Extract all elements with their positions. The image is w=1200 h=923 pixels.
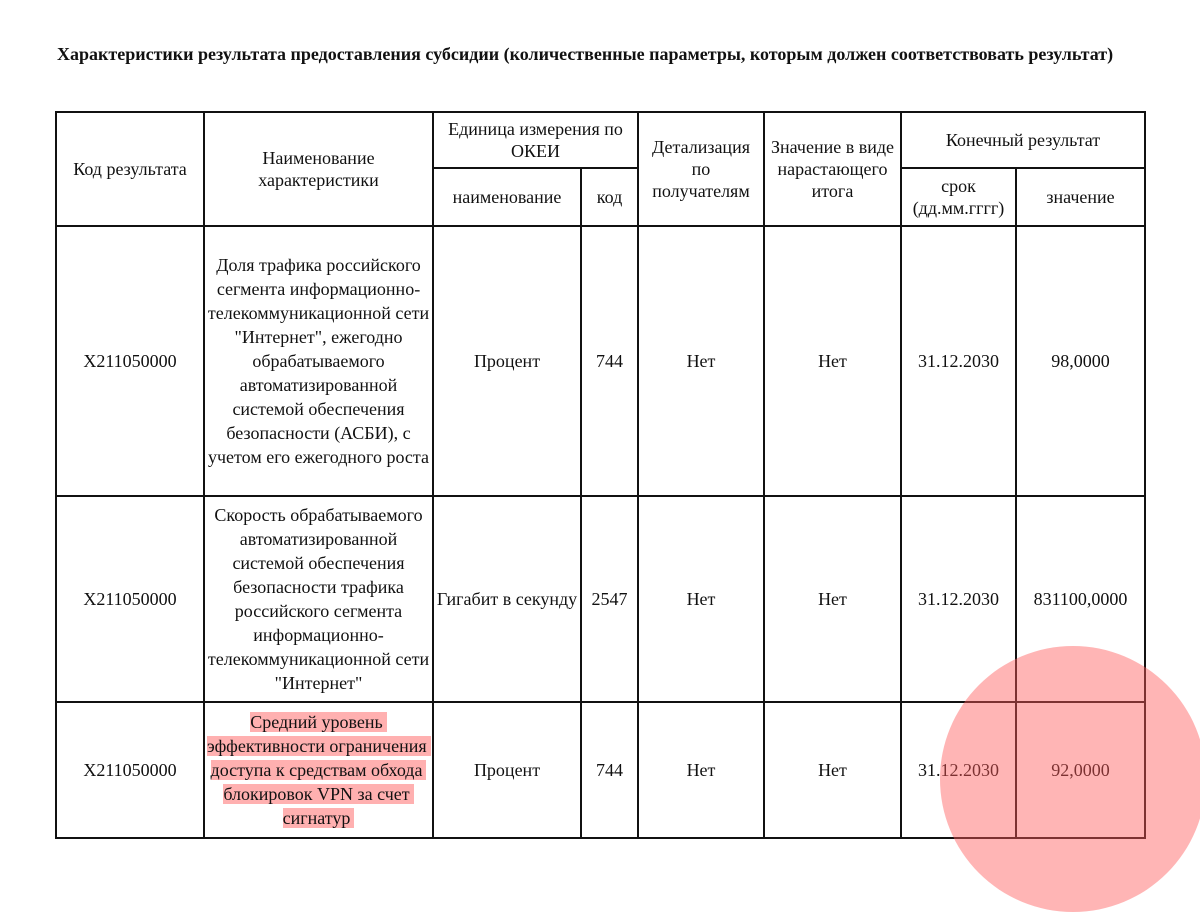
- row-characteristic-name: [204, 702, 433, 838]
- row-date: 31.12.2030: [901, 702, 1016, 838]
- header-name: Наименование характеристики: [204, 112, 433, 226]
- header-unit-group: Единица измерения по ОКЕИ: [433, 112, 638, 168]
- highlighted-text: Средний уровень эффективности ограничения доступа к средствам обхода блокировок VPN за счет сигнатур: [207, 712, 431, 828]
- row-detail: Нет: [638, 496, 764, 702]
- header-final-group: Конечный результат: [901, 112, 1145, 168]
- row-date: 31.12.2030: [901, 496, 1016, 702]
- page-title: Характеристики результата предоставления субсидии (количественные параметры, которым должен соответствовать результат): [57, 44, 1114, 64]
- row-unit-code: 2547: [581, 496, 638, 702]
- row-unit-name: Гигабит в секунду: [433, 496, 581, 702]
- row-unit-code: 744: [581, 226, 638, 496]
- header-final-date: срок (дд.мм.гггг): [901, 168, 1016, 226]
- table-row: [56, 496, 1145, 702]
- row-characteristic-name: Доля трафика российского сегмента информационно-телекоммуникационной сети "Интернет", ежегодно обрабатываемого автоматизированной системой обеспечения безопасности (АСБИ), с учетом его ежегодного роста: [204, 226, 433, 496]
- row-unit-name: Процент: [433, 226, 581, 496]
- row-detail: Нет: [638, 702, 764, 838]
- row-date: 31.12.2030: [901, 226, 1016, 496]
- header-code: Код результата: [56, 112, 204, 226]
- header-unit-code: код: [581, 168, 638, 226]
- row-code: X211050000: [56, 496, 204, 702]
- row-detail: Нет: [638, 226, 764, 496]
- table-row: [56, 702, 1145, 838]
- row-unit-code: 744: [581, 702, 638, 838]
- row-cumulative: Нет: [764, 702, 901, 838]
- row-code: X211050000: [56, 702, 204, 838]
- row-cumulative: Нет: [764, 226, 901, 496]
- header-unit-name: наименование: [433, 168, 581, 226]
- row-cumulative: Нет: [764, 496, 901, 702]
- row-characteristic-name: Скорость обрабатываемого автоматизированной системой обеспечения безопасности трафика российского сегмента информационно-телекоммуникационной сети "Интернет": [204, 496, 433, 702]
- row-unit-name: Процент: [433, 702, 581, 838]
- row-value: 98,0000: [1016, 226, 1145, 496]
- header-detail: Детализация по получателям: [638, 112, 764, 226]
- results-table: [55, 111, 1146, 839]
- header-cumulative: Значение в виде нарастающего итога: [764, 112, 901, 226]
- table-row: [56, 226, 1145, 496]
- row-code: X211050000: [56, 226, 204, 496]
- row-value: 831100,0000: [1016, 496, 1145, 702]
- row-value: 92,0000: [1016, 702, 1145, 838]
- header-final-value: значение: [1016, 168, 1145, 226]
